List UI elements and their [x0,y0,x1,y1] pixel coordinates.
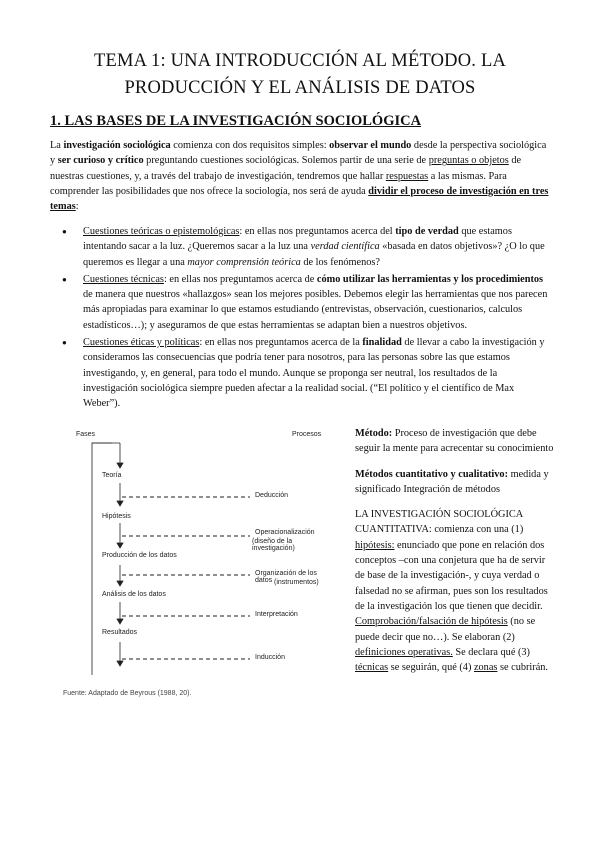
section-heading: 1. LAS BASES DE LA INVESTIGACIÓN SOCIOLÓGICA [50,113,422,129]
proceso-label: Operacionalización [255,529,315,536]
text: preguntando cuestiones sociológicas. Solemos partir de una serie de [143,155,429,167]
column-fases: Fases [76,431,96,438]
proceso-label: Interpretación [255,611,298,618]
right-column [355,426,555,685]
method-definition [355,426,555,457]
text: : en ellas nos preguntamos acerca de la [199,337,363,349]
list-item [50,224,550,270]
text: : en ellas nos preguntamos acerca de [163,273,317,285]
underlined-text: definiciones operativas. [355,646,453,658]
fase-label: Resultados [102,629,138,636]
underlined-text: Cuestiones teóricas o epistemológicas [83,226,240,237]
page-title [40,48,560,102]
list-item [50,335,550,411]
bold-underlined-text: dividir el proceso de investigación en tres temas [50,185,549,213]
text: (no se puede decir que no…). Se elaboran (2) [355,616,536,643]
underlined-text: hipótesis: [355,539,395,551]
underlined-text: preguntas o objetos [428,155,509,167]
bold-text: observar el mundo [329,140,412,151]
text: de manera que nuestros «hallazgos» sean los mejores posibles. Debemos elegir las herramientas que nos parecen más apropiadas para examinar lo que estamos estudiando (entrevistas, observación, cuestionarios, calculos estadísticos…); y aseguramos de que estas herramientas se adaptan bien a nuestros objetivos. [83,289,548,331]
italic-text: mayor comprensión teórica [187,256,301,268]
text: a las mismas. Para comprender las posibilidades que nos ofrece la sociología, nos será de ayuda [50,170,507,197]
underlined-text: técnicas [355,662,389,674]
intro-paragraph [50,138,550,214]
text: comienza con dos requisitos simples: [170,140,330,151]
text: «basada en datos objetivos»? ¿O lo que queremos es llegar a una [83,241,545,268]
text: enunciado que pone en relación dos conceptos –con una conjetura que ha de servir de base de la investigación-, y cuya verdad o falsedad no se afirman, pues son los resultados de la investigación los que tienen que decidir. [355,539,548,612]
quantitative-research [355,507,555,675]
bold-text: investigación sociológica [63,140,171,151]
proceso-label: Deducción [255,492,289,499]
underlined-text: Comprobación/falsación de hipótesis [355,616,508,628]
proceso-label: Organización de los datos [255,570,317,584]
proceso-sublabel: (instrumentos) [274,579,319,586]
proceso-sublabel: (diseño de la investigación) [252,538,295,552]
fase-label: Análisis de los datos [102,591,166,598]
text: medida y significado Integración de métodos [355,468,549,495]
methods-types [355,467,555,498]
bold-text: ser curioso y crítico [57,155,144,167]
title-line-1: TEMA 1: UNA INTRODUCCIÓN AL MÉTODO. LA [93,51,507,71]
text: La [50,140,64,151]
fase-label: Teoría [102,472,122,479]
bold-text: Método: [355,428,393,439]
bold-text: Métodos cuantitativo y cualitativo: [355,468,509,480]
text: se seguirán, qué (4) [388,662,474,674]
fase-label: Producción de los datos [102,552,177,559]
text: de nuestras cuestiones, y, a través del trabajo de investigación, tendremos que hallar [50,155,522,182]
underlined-text: zonas [473,662,498,674]
text: se cubrirán. [497,662,549,674]
text: Se declara qué (3) [452,646,530,658]
text: Proceso de investigación que debe seguir la mente para acrecentar su conocimiento [355,428,554,455]
column-procesos: Procesos [292,431,322,438]
diagram-source: Fuente: Adaptado de Beyrous (1988, 20). [63,690,192,697]
underlined-text: respuestas [385,170,429,182]
bullet-list [50,224,550,414]
proceso-label: Inducción [255,654,285,661]
underlined-text: Cuestiones técnicas [83,273,164,285]
bold-text: cómo utilizar las herramientas y los procedimientos [316,273,544,285]
italic-text: verdad científica [310,241,380,253]
title-line-2: PRODUCCIÓN Y EL ANÁLISIS DE DATOS [124,78,476,98]
text: : [75,201,79,213]
text: que estamos intentando sacar a la luz. ¿Queremos sacar a la luz una [83,226,512,253]
text: de los fenómenos? [300,256,381,268]
text: desde la perspectiva sociológica y [50,140,547,167]
research-process-diagram [62,425,330,675]
fase-label: Hipótesis [102,513,131,520]
underlined-text: Cuestiones éticas y políticas [83,337,200,349]
list-item [50,272,550,333]
text: LA INVESTIGACIÓN SOCIOLÓGICA CUANTITATIVA: comienza con una (1) [355,509,524,536]
bold-text: tipo de verdad [395,226,459,237]
bold-text: finalidad [362,337,402,349]
text: : en ellas nos preguntamos acerca del [239,226,396,237]
text: de llevar a cabo la investigación y consideramos las consecuencias que podría tener para nosotros, para las personas sobre las que estamos investigando, y, en general, para todo el mundo. Aunque se proponga ser neutral, los resultados de la investigación sociológica siempre pueden afectar a la realidad social. (“El político y el científico de Max Weber”). [83,337,545,410]
